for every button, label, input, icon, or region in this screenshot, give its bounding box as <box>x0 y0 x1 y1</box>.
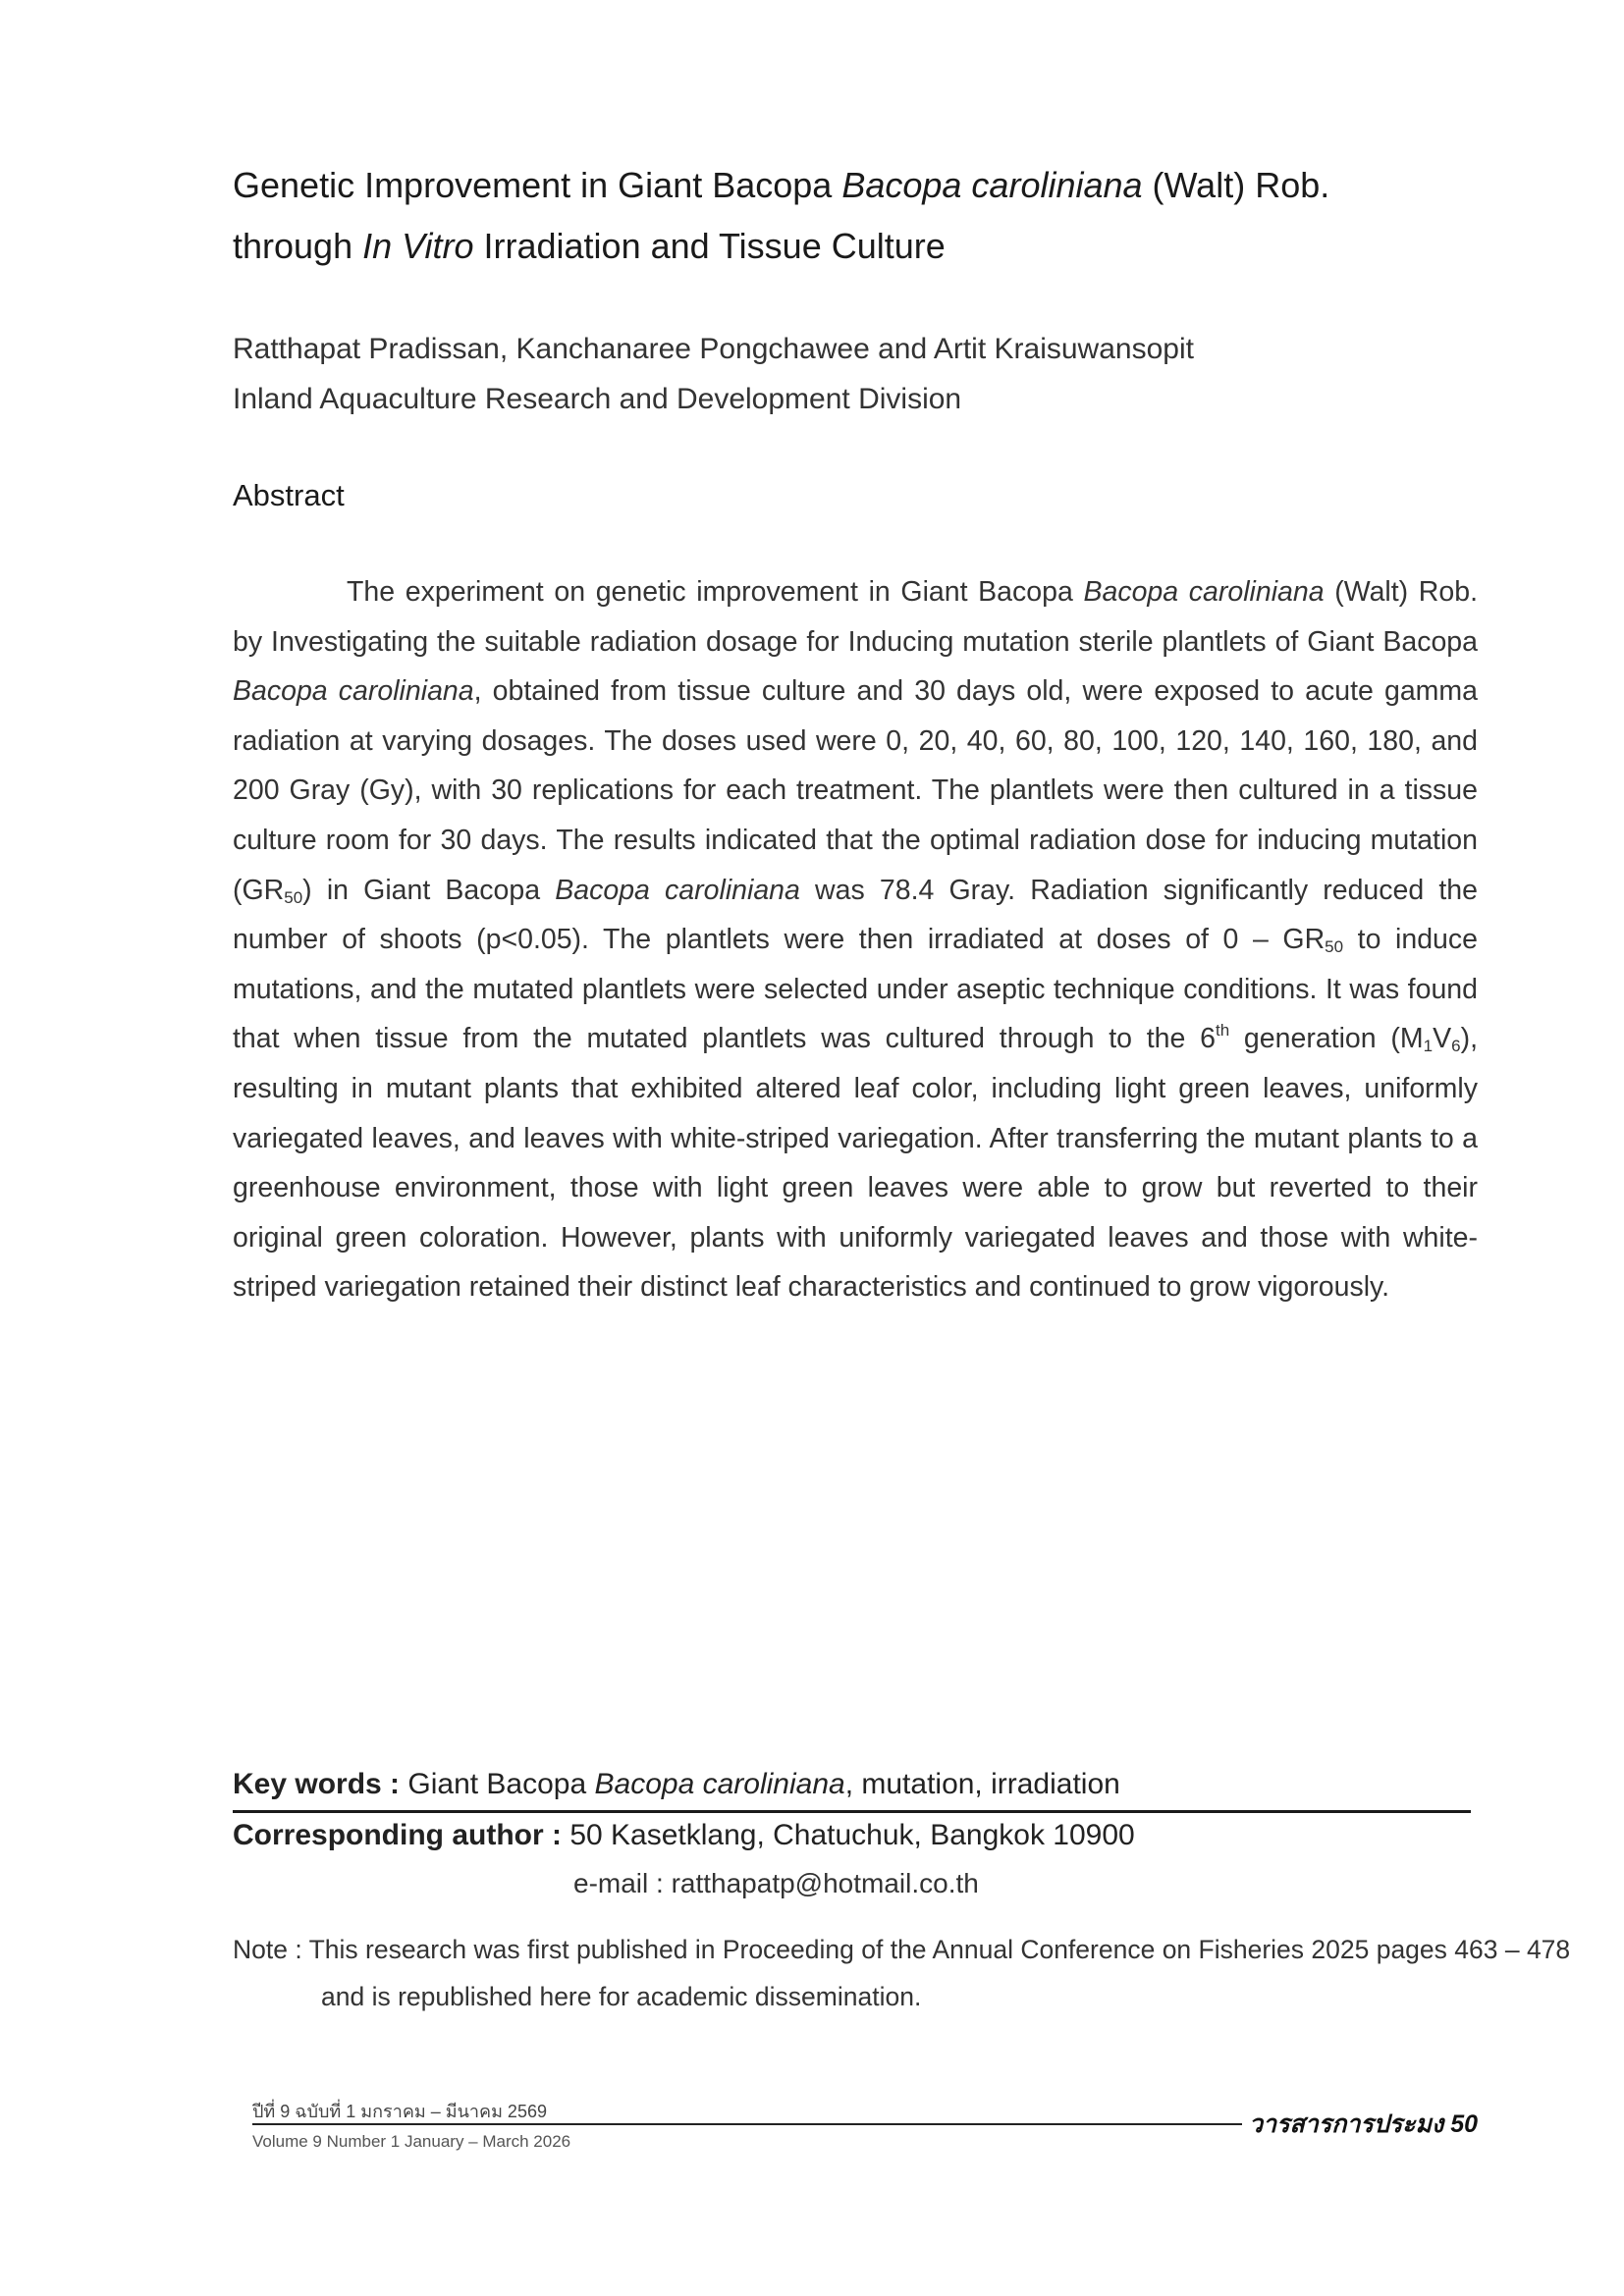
keywords-species: Bacopa caroliniana <box>594 1768 845 1800</box>
paper-title <box>233 155 1509 277</box>
keywords-text: , mutation, irradiation <box>844 1768 1120 1800</box>
title-in-vitro: In Vitro <box>362 226 474 266</box>
title-species-name: Bacopa caroliniana <box>841 165 1143 205</box>
subscript: 50 <box>284 887 303 907</box>
abstract-segment: ) in Giant Bacopa <box>302 874 556 906</box>
title-text: (Walt) Rob. <box>1142 165 1330 205</box>
corresponding-address: 50 Kasetklang, Chatuchuk, Bangkok 10900 <box>561 1819 1135 1851</box>
footer-journal-page: วารสารการประมง 50 <box>1249 2110 1478 2138</box>
footer-issue-english: Volume 9 Number 1 January – March 2026 <box>252 2132 571 2151</box>
keywords-text: Giant Bacopa <box>400 1768 595 1800</box>
footer-divider <box>252 2123 1242 2125</box>
abstract-heading: Abstract <box>233 478 345 512</box>
author-email: e-mail : ratthapatp@hotmail.co.th <box>573 1868 979 1898</box>
abstract-text <box>233 567 1478 1312</box>
note-line-2: and is republished here for academic dissemination. <box>321 1982 922 2011</box>
abstract-segment: generation (M <box>1229 1023 1424 1055</box>
subscript: 50 <box>1325 937 1344 957</box>
authors: Ratthapat Pradissan, Kanchanaree Pongchawee and Artit Kraisuwansopit <box>233 333 1194 365</box>
note-line-1: Note : This research was first published in Proceeding of the Annual Conference on Fisheries 2025 pages 463 – 478 <box>233 1935 1571 1964</box>
abstract-segment: ), resulting in mutant plants that exhibited altered leaf color, including light green leaves, uniformly variegated leaves, and leaves with white-striped variegation. After transferring the mutant plants to a greenhouse environment, those with light green leaves were able to grow but reverted to their original green coloration. However, plants with uniformly variegated leaves and those with white- striped variegation retained their distinct leaf characteristics and continued to grow vigorously. <box>233 1023 1478 1304</box>
subscript: 6 <box>1451 1037 1461 1056</box>
species-name: Bacopa caroliniana <box>555 874 800 906</box>
superscript: th <box>1215 1021 1230 1041</box>
species-name: Bacopa caroliniana <box>1083 576 1325 608</box>
abstract-segment: was 78.4 Gray. Radiation significantly reduced the number of shoots (p<0.05). The plantlets were then irradiated at doses of 0 – GR <box>233 874 1478 956</box>
species-name: Bacopa caroliniana <box>233 675 474 708</box>
subscript: 1 <box>1423 1037 1434 1056</box>
keywords <box>233 1760 1470 1809</box>
publication-note <box>233 1926 1571 2020</box>
title-text: through <box>233 226 363 266</box>
title-line-2 <box>233 216 1509 277</box>
keywords-label: Key words : <box>233 1768 401 1800</box>
footer-issue-thai: ปีที่ 9 ฉบับที่ 1 มกราคม – มีนาคม 2569 <box>252 2102 547 2121</box>
title-text: Genetic Improvement in Giant Bacopa <box>233 165 842 205</box>
corresponding-author <box>233 1811 1470 1860</box>
abstract-segment: (Walt) Rob. by Investigating the suitable radiation dosage for Inducing mutation sterile plantlets of Giant Bacopa <box>233 576 1479 658</box>
abstract-segment: , obtained from tissue culture and 30 days old, were exposed to acute gamma radiation at varying dosages. The doses used were 0, 20, 40, 60, 80, 100, 120, 140, 160, 180, and 200 Gray (Gy), with 30 replications for each treatment. The plantlets were then cultured in a tissue culture room for 30 days. The results indicated that the optimal radiation dose for inducing mutation (GR <box>233 675 1479 906</box>
abstract-segment: V <box>1433 1023 1452 1055</box>
author-block <box>233 324 1509 424</box>
corresponding-label: Corresponding author : <box>233 1819 562 1851</box>
title-text: Irradiation and Tissue Culture <box>473 226 946 266</box>
affiliation: Inland Aquaculture Research and Development Division <box>233 383 962 415</box>
title-line-1 <box>233 155 1509 216</box>
abstract-segment: The experiment on genetic improvement in Giant Bacopa <box>347 576 1084 608</box>
abstract-segment: to induce mutations, and the mutated plantlets were selected under aseptic technique conditions. It was found that when tissue from the mutated plantlets was cultured through to the 6 <box>233 924 1479 1055</box>
